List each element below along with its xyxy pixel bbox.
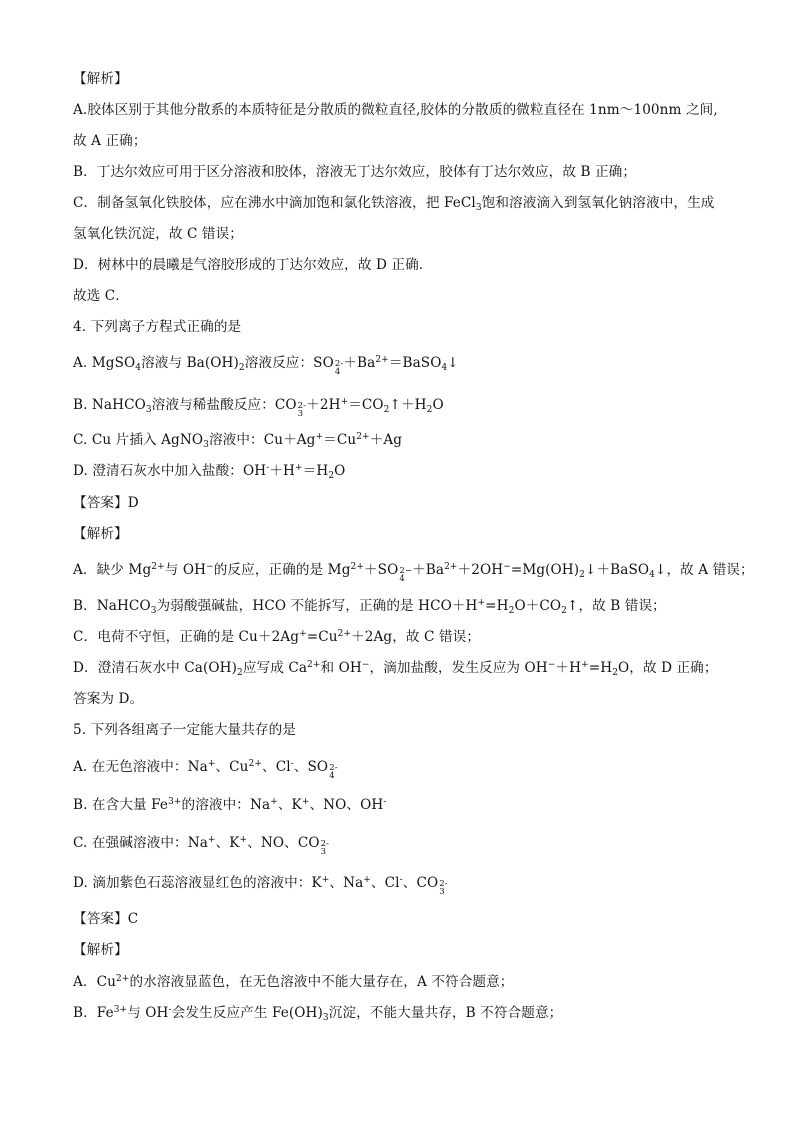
text: 和 OH: [320, 660, 362, 676]
subscript: 2: [561, 606, 567, 616]
superscript: +: [340, 397, 349, 407]
text: ＋2Ag，故 C 错误；: [351, 629, 481, 645]
subscript: 3: [145, 405, 152, 415]
text: 、NO、OH: [309, 797, 384, 813]
answer-q3-choice: [73, 287, 734, 305]
text: D．树林中的晨曦是气溶胶形成的丁达尔效应，故 D 正确．: [73, 257, 433, 273]
superscript: 2-: [334, 359, 344, 369]
text: 溶液与稀盐酸反应：CO: [151, 397, 297, 413]
text: 应写成 Ca: [242, 660, 308, 676]
answer-q4-conclusion: [73, 690, 734, 708]
text: 【答案】C: [73, 911, 139, 927]
text: 故选 C．: [73, 288, 130, 304]
subscript: 4: [329, 771, 335, 781]
text: ＝Cu: [323, 432, 357, 448]
question-4-stem: [73, 318, 734, 336]
text: ＋H: [555, 660, 582, 676]
analysis-q5-option-b: [73, 1004, 734, 1022]
text: ＋Ba: [343, 355, 376, 371]
analysis-q3-option-b: [73, 163, 734, 181]
text: 4. 下列离子方程式正确的是: [73, 319, 242, 335]
text: ↓: [447, 355, 459, 371]
question-5-option-c: [73, 834, 734, 856]
superscript: 3+: [168, 797, 182, 807]
analysis-heading-3: [73, 941, 734, 959]
analysis-heading-1: [73, 70, 734, 88]
subscript: 4: [334, 367, 341, 377]
answer-heading-q4: [73, 494, 734, 512]
text: =H: [588, 660, 613, 676]
text: 的水溶液显蓝色，在无色溶液中不能大量存在，A 不符合题意；: [129, 974, 514, 990]
superscript: 2-: [439, 879, 448, 889]
superscript: +: [295, 463, 303, 473]
superscript: 3+: [113, 1005, 128, 1015]
superscript: 2+: [248, 759, 263, 769]
superscript: 2+: [375, 355, 389, 365]
text: ＋Ba: [412, 562, 445, 578]
subscript: 3: [320, 847, 327, 857]
text: 的反应，正确的是 Mg: [213, 562, 351, 578]
text: 【答案】D: [73, 495, 139, 511]
analysis-q3-option-a: [73, 101, 734, 119]
text: ＋2OH: [457, 562, 504, 578]
subscript: 4: [399, 574, 405, 584]
subscript: 3: [322, 1013, 329, 1023]
analysis-q4-option-a: [73, 561, 754, 584]
subscript: 3: [297, 409, 304, 419]
text: 、Cl: [262, 759, 291, 775]
text: ↑＋H: [389, 397, 427, 413]
text: O，故 D 正确；: [618, 660, 718, 676]
analysis-q3-option-d: [73, 256, 734, 274]
superscript: 2+: [115, 974, 130, 984]
text: D．澄清石灰水中 Ca(OH): [73, 660, 237, 676]
answer-heading-q5: [73, 910, 734, 928]
superscript: +: [321, 875, 330, 885]
superscript: 2-: [297, 401, 307, 411]
superscript: -: [399, 875, 403, 885]
superscript: +: [207, 835, 216, 845]
superscript: -: [266, 463, 270, 473]
text: 【解析】: [73, 526, 128, 542]
text: 与 OH: [127, 1005, 169, 1021]
text: ＋SO: [363, 562, 399, 578]
subscript: 2: [238, 363, 245, 373]
text: 答案为 D。: [73, 691, 144, 707]
superscript: +: [363, 875, 371, 885]
analysis-q4-option-d: [73, 659, 734, 677]
superscript: +: [270, 797, 278, 807]
text: D. 滴加紫色石蕊溶液显红色的溶液中：K: [73, 875, 322, 891]
superscript: 2+: [151, 562, 165, 572]
subscript: 3: [150, 606, 157, 616]
subscript: 2: [328, 471, 335, 481]
text: 会发生反应产生 Fe(OH): [171, 1005, 323, 1021]
subscript: 2: [579, 570, 585, 580]
question-4-option-c: [73, 431, 734, 449]
superscript: −: [547, 660, 556, 670]
text: 沉淀，不能大量共存，B 不符合题意；: [328, 1005, 563, 1021]
subscript: 2: [612, 668, 619, 678]
superscript: 2+: [350, 562, 364, 572]
question-5-stem: [73, 721, 734, 739]
subscript: 3: [439, 887, 445, 897]
text: ↓，故 A 错误；: [654, 562, 754, 578]
analysis-q5-option-a: [73, 973, 734, 991]
subscript: 2: [426, 405, 433, 415]
text: 氢氧化铁沉淀，故 C 错误；: [73, 226, 243, 242]
text: O: [334, 463, 346, 479]
text: 、Cl: [370, 875, 400, 891]
text: C. Cu 片插入 AgNO: [73, 432, 204, 448]
superscript: 2+: [337, 629, 352, 639]
superscript: +: [239, 835, 248, 845]
subscript: 2: [237, 668, 243, 678]
text: 与 OH: [164, 562, 207, 578]
subscript: 2: [383, 405, 390, 415]
ion-charge-stack: [328, 758, 337, 780]
text: ↑，故 B 错误；: [566, 598, 666, 614]
superscript: 2+: [356, 432, 370, 442]
text: 故 A 正确；: [73, 133, 147, 149]
superscript: -: [383, 797, 387, 807]
analysis-q3-option-c-cont: [73, 225, 734, 243]
text: 、Cu: [215, 759, 249, 775]
text: B. 在含大量 Fe: [73, 797, 169, 813]
subscript: 3: [203, 440, 209, 450]
analysis-q3-option-c: [73, 194, 734, 212]
text: 、SO: [293, 759, 329, 775]
superscript: 2+: [307, 660, 321, 670]
superscript: +: [477, 598, 486, 608]
ion-charge-stack: [320, 834, 329, 856]
superscript: −: [361, 660, 370, 670]
superscript: −: [503, 562, 511, 572]
analysis-q4-option-b: [73, 597, 734, 615]
text: 5. 下列各组离子一定能大量共存的是: [73, 722, 296, 738]
superscript: −: [206, 562, 214, 572]
subscript: 4: [441, 363, 448, 373]
superscript: 2+: [444, 562, 458, 572]
analysis-q4-option-c: [73, 628, 734, 646]
question-5-option-a: [73, 758, 734, 780]
superscript: 2-: [320, 839, 330, 849]
text: ＝BaSO: [388, 355, 442, 371]
analysis-heading-2: [73, 525, 734, 543]
subscript: 4: [649, 570, 655, 580]
text: B. NaHCO: [73, 397, 146, 413]
text: 【解析】: [73, 942, 128, 958]
text: D. 澄清石灰水中加入盐酸：OH: [73, 463, 267, 479]
ion-charge-stack: [398, 561, 412, 583]
subscript: 2: [508, 606, 515, 616]
superscript: -: [168, 1005, 172, 1015]
text: 溶液反应：SO: [244, 355, 334, 371]
superscript: 2−: [399, 566, 413, 576]
text: A．缺少 Mg: [73, 562, 152, 578]
text: ＋Ag: [369, 432, 403, 448]
text: 为弱酸强碱盐，HCO 不能拆写，正确的是 HCO＋H: [156, 598, 478, 614]
text: ＝CO: [348, 397, 384, 413]
superscript: +: [301, 797, 310, 807]
text: B．丁达尔效应可用于区分溶液和胶体，溶液无丁达尔效应，胶体有丁达尔效应，故 B 正确；: [73, 164, 637, 180]
text: ＝H: [302, 463, 329, 479]
text: 溶液与 Ba(OH): [141, 355, 239, 371]
superscript: +: [581, 660, 589, 670]
text: O＋CO: [514, 598, 562, 614]
text: =H: [485, 598, 509, 614]
text: =Cu: [306, 629, 338, 645]
text: ，滴加盐酸，发生反应为 OH: [369, 660, 548, 676]
text: 、Na: [329, 875, 364, 891]
text: A. 在无色溶液中：Na: [73, 759, 208, 775]
text: A.胶体区别于其他分散系的本质特征是分散质的微粒直径,胶体的分散质的微粒直径在 1nm～100nm 之间,: [73, 102, 718, 118]
text: C．电荷不守恒，正确的是 Cu＋2Ag: [73, 629, 300, 645]
text: C．制备氢氧化铁胶体，应在沸水中滴加饱和氯化铁溶液，把 FeCl: [73, 195, 476, 211]
text: 溶液中：Cu＋Ag: [208, 432, 316, 448]
question-4-option-a: [73, 354, 734, 376]
question-5-option-b: [73, 796, 734, 814]
text: 的溶液中：Na: [181, 797, 271, 813]
superscript: -: [290, 759, 294, 769]
superscript: +: [207, 759, 216, 769]
text: ＋H: [269, 463, 295, 479]
text: O: [432, 397, 444, 413]
ion-charge-stack: [334, 354, 343, 376]
text: C. 在强碱溶液中：Na: [73, 835, 208, 851]
text: 、NO、CO: [247, 835, 320, 851]
ion-charge-stack: [438, 874, 447, 896]
analysis-q3-option-a-cont: [73, 132, 734, 150]
text: A．Cu: [73, 974, 116, 990]
text: 、CO: [402, 875, 439, 891]
text: B．NaHCO: [73, 598, 151, 614]
subscript: 4: [135, 363, 142, 373]
superscript: +: [299, 629, 307, 639]
subscript: 3: [475, 203, 482, 213]
text: ＋2H: [306, 397, 341, 413]
superscript: 2-: [329, 763, 338, 773]
text: 【解析】: [73, 71, 128, 87]
question-5-option-d: [73, 874, 734, 896]
text: B．Fe: [73, 1005, 114, 1021]
question-4-option-d: [73, 462, 734, 480]
question-4-option-b: [73, 396, 734, 418]
text: A. MgSO: [73, 355, 136, 371]
text: 、K: [215, 835, 240, 851]
text: ↓＋BaSO: [585, 562, 650, 578]
text: 饱和溶液滴入到氢氧化钠溶液中，生成: [481, 195, 715, 211]
text: =Mg(OH): [510, 562, 580, 578]
ion-charge-stack: [297, 396, 306, 418]
text: 、K: [277, 797, 302, 813]
superscript: +: [315, 432, 324, 442]
